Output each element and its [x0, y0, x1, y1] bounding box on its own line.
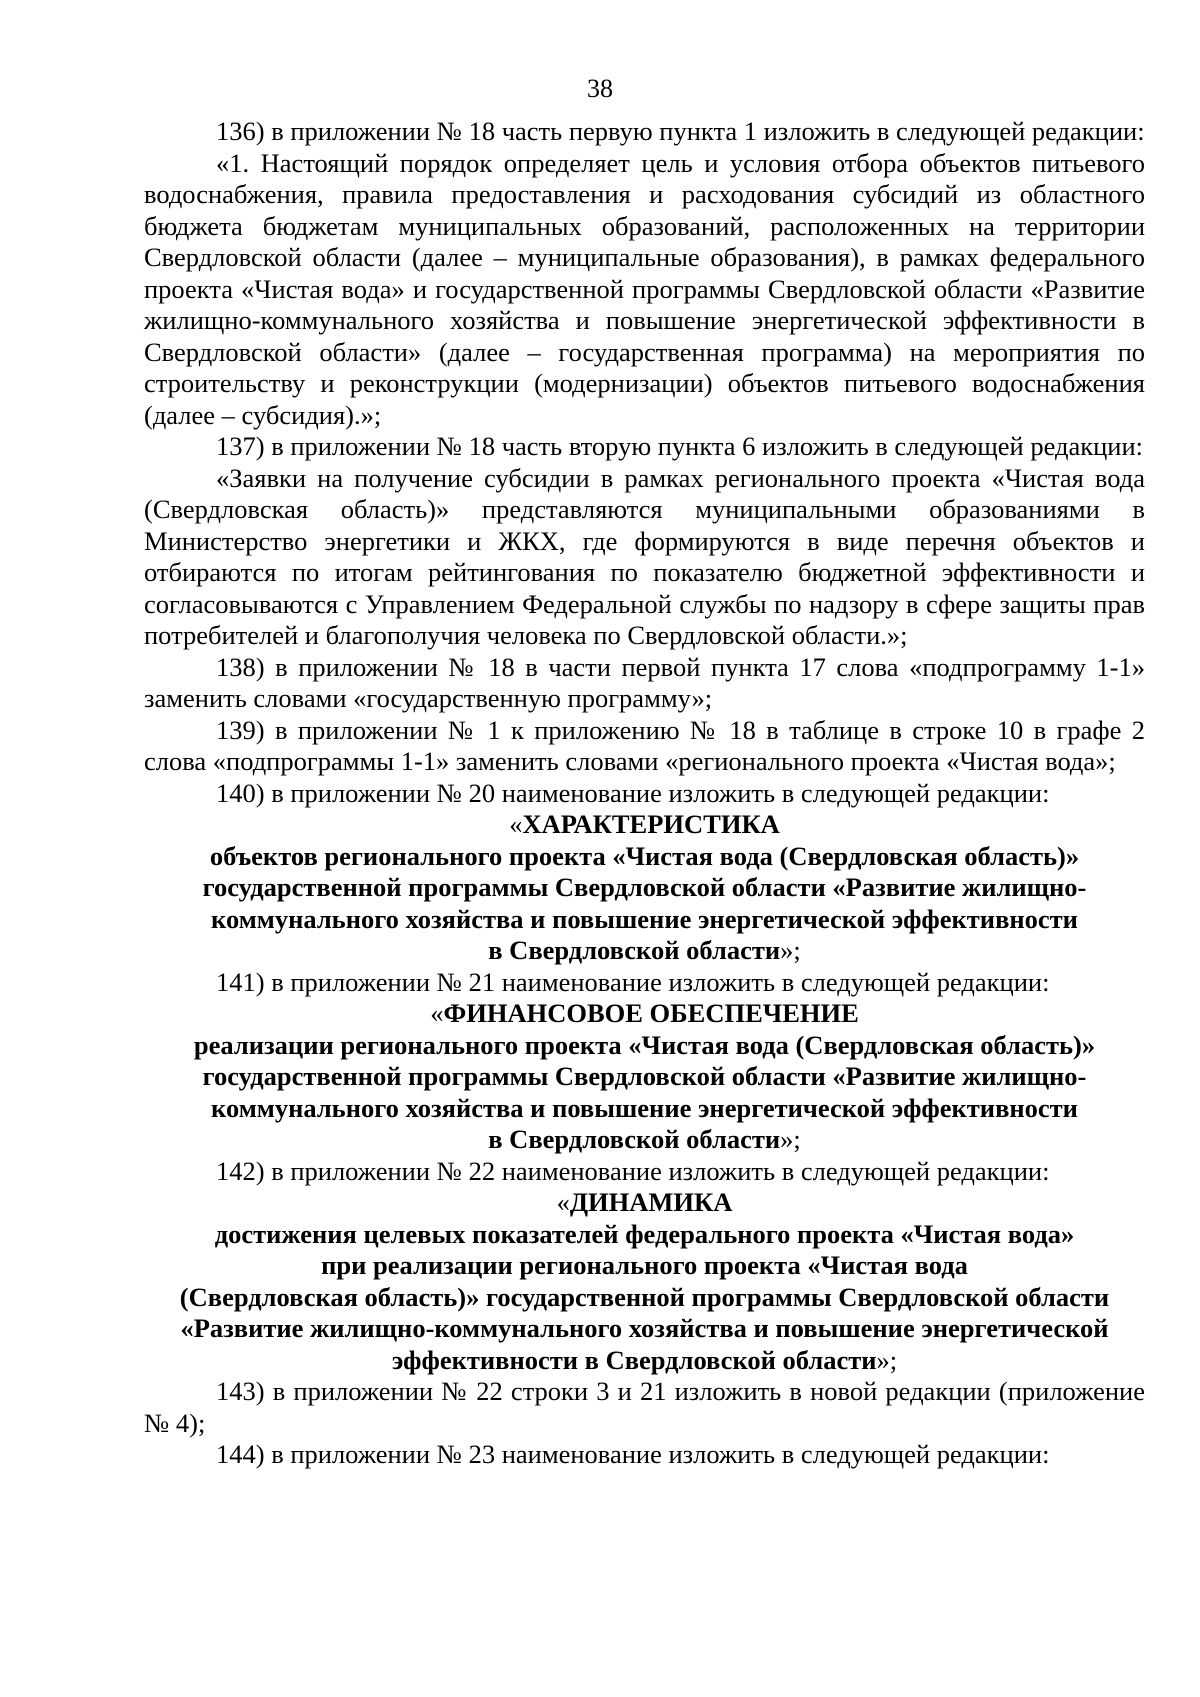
item-139: 139) в приложении № 1 к приложению № 18 в таблице в строке 10 в графе 2 слова «подпрограммы 1-1» заменить словами «регионального проекта «Чистая вода»; [144, 714, 1145, 776]
item-140: 140) в приложении № 20 наименование изложить в следующей редакции: [216, 777, 1050, 808]
item-137: 137) в приложении № 18 часть вторую пункта 6 изложить в следующей редакции: [216, 431, 1144, 461]
heading-line: объектов регионального проекта «Чистая вода (Свердловская область)» [209, 840, 1080, 871]
heading-line: достижения целевых показателей федерального проекта «Чистая вода» [214, 1218, 1075, 1249]
heading-open-quote: « [556, 1187, 570, 1217]
heading-line: в Свердловской области [488, 935, 781, 965]
heading-line: коммунального хозяйства и повышение энергетической эффективности [211, 1092, 1078, 1123]
heading-line: реализации регионального проекта «Чистая вода (Свердловская область)» [193, 1029, 1096, 1060]
heading-line: в Свердловской области [488, 1124, 781, 1154]
page-number: 38 [587, 74, 613, 103]
document-body [144, 116, 1145, 1471]
heading-title: ДИНАМИКА [569, 1187, 733, 1217]
heading-line: (Свердловская область)» государственной программы Свердловской области [179, 1281, 1110, 1312]
heading-open-quote: « [509, 809, 523, 839]
heading-financial-support [144, 998, 1145, 1156]
heading-title: ХАРАКТЕРИСТИКА [522, 809, 780, 839]
item-141: 141) в приложении № 21 наименование изложить в следующей редакции: [216, 966, 1050, 997]
item-136: 136) в приложении № 18 часть первую пункта 1 изложить в следующей редакции: [216, 116, 1145, 146]
heading-close-quote: »; [780, 935, 801, 965]
heading-line: государственной программы Свердловской области «Развитие жилищно- [202, 1061, 1087, 1091]
item-136-quote: «1. Настоящий порядок определяет цель и условия отбора объектов питьевого водоснабжения, правила предоставления и расходования субсидий из областного бюджета бюджетам муниципальных образований, расположенных на территории Свердловской области (далее – муниципальные образования), в рамках федерального проекта «Чистая вода» и государственной программы Свердловской области «Развитие жилищно-коммунального хозяйства и повышение энергетической эффективности в Свердловской области» (далее – государственная программа) на мероприятия по строительству и реконструкции (модернизации) объектов питьевого водоснабжения (далее – субсидия).»; [144, 147, 1145, 430]
item-138: 138) в приложении № 18 в части первой пункта 17 слова «подпрограмму 1-1» заменить словами «государственную программу»; [144, 651, 1145, 713]
heading-line: при реализации регионального проекта «Чистая вода [321, 1250, 968, 1280]
heading-close-quote: »; [780, 1124, 801, 1154]
heading-open-quote: « [430, 998, 444, 1028]
heading-characteristic [144, 809, 1145, 967]
heading-line: «Развитие жилищно-коммунального хозяйства и повышение энергетической [180, 1313, 1109, 1343]
heading-line: государственной программы Свердловской области «Развитие жилищно- [202, 872, 1087, 902]
item-137-quote: «Заявки на получение субсидии в рамках регионального проекта «Чистая вода (Свердловская область)» представляются муниципальными образованиями в Министерство энергетики и ЖКХ, где формируются в виде перечня объектов и отбираются по итогам рейтингования по показателю бюджетной эффективности и согласовываются с Управлением Федеральной службы по надзору в сфере защиты прав потребителей и благополучия человека по Свердловской области.»; [144, 462, 1145, 650]
item-143: 143) в приложении № 22 строки 3 и 21 изложить в новой редакции (приложение № 4); [144, 1376, 1145, 1438]
heading-close-quote: »; [876, 1344, 898, 1375]
heading-line: эффективности в Свердловской области [391, 1344, 877, 1375]
item-142: 142) в приложении № 22 наименование изложить в следующей редакции: [216, 1155, 1050, 1186]
item-144: 144) в приложении № 23 наименование изложить в следующей редакции: [216, 1439, 1050, 1469]
heading-line: коммунального хозяйства и повышение энергетической эффективности [211, 903, 1078, 934]
heading-title: ФИНАНСОВОЕ ОБЕСПЕЧЕНИЕ [443, 998, 859, 1028]
heading-dynamics [144, 1187, 1145, 1376]
